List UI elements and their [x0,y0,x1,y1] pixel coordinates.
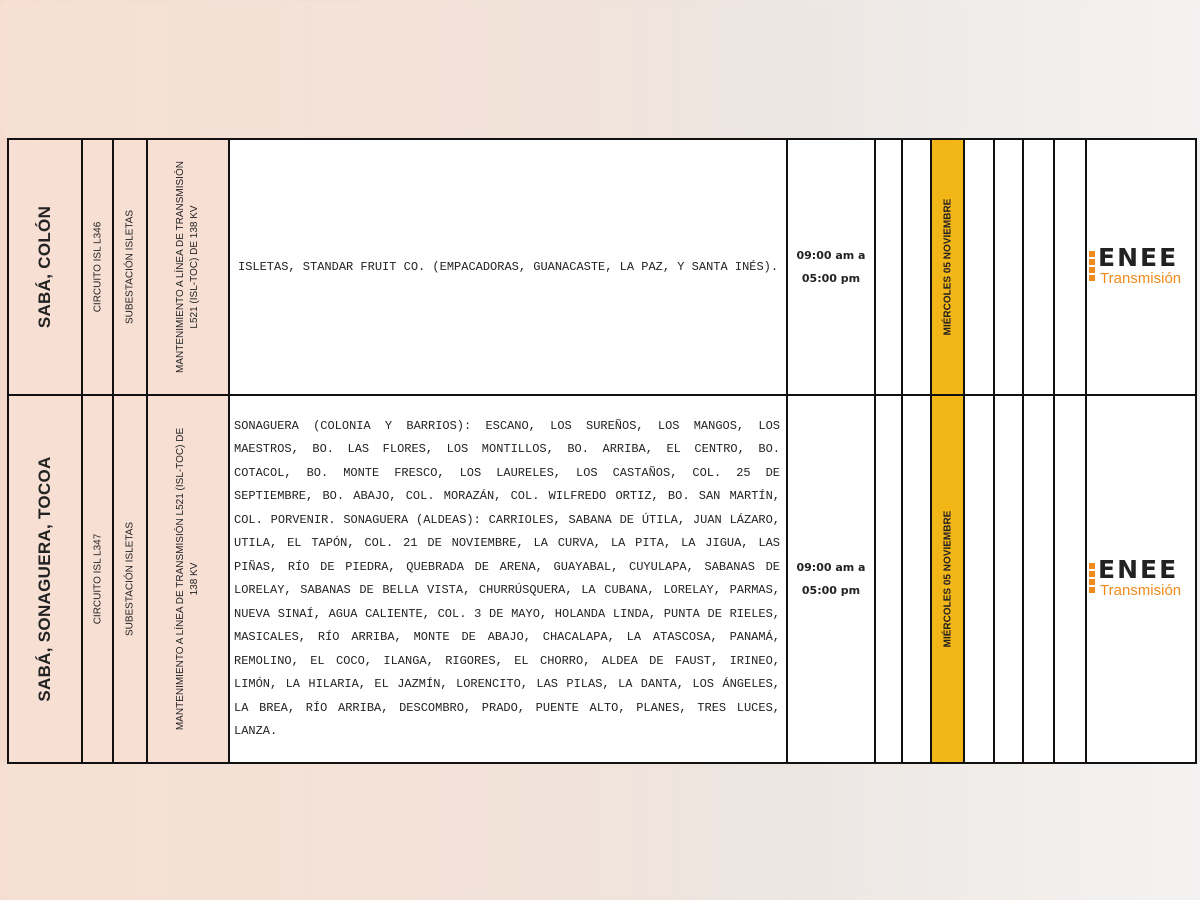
outage-date: MIÉRCOLES 05 NOVIEMBRE [942,198,953,336]
time-cell [787,139,875,395]
outage-date: MIÉRCOLES 05 NOVIEMBRE [942,510,953,648]
empty-cell [964,139,994,395]
empty-cell [902,139,931,395]
region-cell [8,395,82,763]
circuit-label: CIRCUITO ISL L346 [92,221,103,313]
logo-bars-icon [1089,251,1095,281]
empty-cell [994,139,1023,395]
logo-bars-icon [1089,563,1095,593]
work-description-cell [147,395,229,763]
region-label: SABÁ, COLÓN [35,205,54,329]
work-description: MANTENIMIENTO A LÍNEA DE TRANSMISIÓN L521 (ISL-TOC) DE 138 KV [175,161,200,373]
enee-logo [1089,557,1196,601]
empty-cell [964,395,994,763]
affected-areas: SONAGUERA (COLONIA Y BARRIOS): ESCANO, LOS SUREÑOS, LOS MANGOS, LOS MAESTROS, BO. LAS FLORES, LOS MONTILLOS, BO. ARRIBA, EL CENTRO, BO. COTACOL, BO. MONTE FRESCO, LOS LAURELES, LOS CASTAÑOS, COL. 25 DE SEPTIEMBRE, BO. ABAJO, COL. MORAZÁN, COL. WILFREDO ORTIZ, BO. SAN MARTÍN, COL. PORVENIR. SONAGUERA (ALDEAS): CARRIOLES, SABANA DE ÚTILA, JUAN LÁZARO, UTILA, EL TAPÓN, COL. 21 DE NOVIEMBRE, LA CURVA, LA PITA, LA JIGUA, LAS PIÑAS, RÍO DE PIEDRA, QUEBRADA DE ARENA, GUAYABAL, CUYULAPA, SABANAS DE LORELAY, SABANAS DE BELLA VISTA, CHURRÚSQUERA, LA CUBANA, LORELAY, PARMAS, NUEVA SINAÍ, AGUA CALIENTE, COL. 3 DE MAYO, HOLANDA LINDA, PUNTA DE RIELES, MASICALES, RÍO ARRIBA, MONTE DE ABAJO, CHACALAPA, LA ATASCOSA, PANAMÁ, REMOLINO, EL COCO, ILANGA, RIGORES, EL CHORRO, ALDEA DE FAUST, IRINEO, LIMÓN, LA HILARIA, EL JAZMÍN, LORENCITO, LAS PILAS, LA DANTA, LOS ÁNGELES, LA BREA, RÍO ARRIBA, DESCOMBRO, PRADO, PUENTE ALTO, PLANES, TRES LUCES, LANZA. [234,418,780,738]
blurred-background-top [0,0,1200,138]
work-description-cell [147,139,229,395]
empty-cell [875,395,902,763]
circuit-cell [82,395,113,763]
circuit-cell [82,139,113,395]
logo-name: ENEE [1098,555,1179,584]
empty-cell [902,395,931,763]
logo-name: ENEE [1098,243,1179,272]
region-cell [8,139,82,395]
empty-cell [994,395,1023,763]
substation-label: SUBESTACIÓN ISLETAS [124,209,136,325]
outage-schedule-table [7,138,1197,764]
table-row [8,139,1196,395]
table-row [8,395,1196,763]
blurred-background-bottom [0,762,1200,900]
outage-time: 09:00 am a 05:00 pm [796,249,866,285]
empty-cell [1054,139,1086,395]
logo-subtitle: Transmisión [1100,270,1182,287]
substation-cell [113,139,147,395]
date-cell [931,395,964,763]
substation-cell [113,395,147,763]
circuit-label: CIRCUITO ISL L347 [92,533,103,625]
time-cell [787,395,875,763]
affected-areas-cell [229,139,787,395]
empty-cell [1054,395,1086,763]
empty-cell [1023,139,1054,395]
empty-cell [1023,395,1054,763]
logo-subtitle: Transmisión [1100,582,1182,599]
affected-areas: ISLETAS, STANDAR FRUIT CO. (EMPACADORAS, GUANACASTE, LA PAZ, Y SANTA INÉS). [238,260,779,274]
outage-schedule-sheet [7,138,1195,762]
logo-cell [1086,395,1196,763]
affected-areas-cell [229,395,787,763]
enee-logo [1089,245,1196,289]
work-description: MANTENIMIENTO A LÍNEA DE TRANSMISIÓN L521 (ISL-TOC) DE 138 KV [175,427,200,731]
region-label: SABÁ, SONAGUERA, TOCOA [35,456,54,702]
outage-time: 09:00 am a 05:00 pm [796,561,866,597]
logo-cell [1086,139,1196,395]
substation-label: SUBESTACIÓN ISLETAS [124,521,136,637]
date-cell [931,139,964,395]
empty-cell [875,139,902,395]
